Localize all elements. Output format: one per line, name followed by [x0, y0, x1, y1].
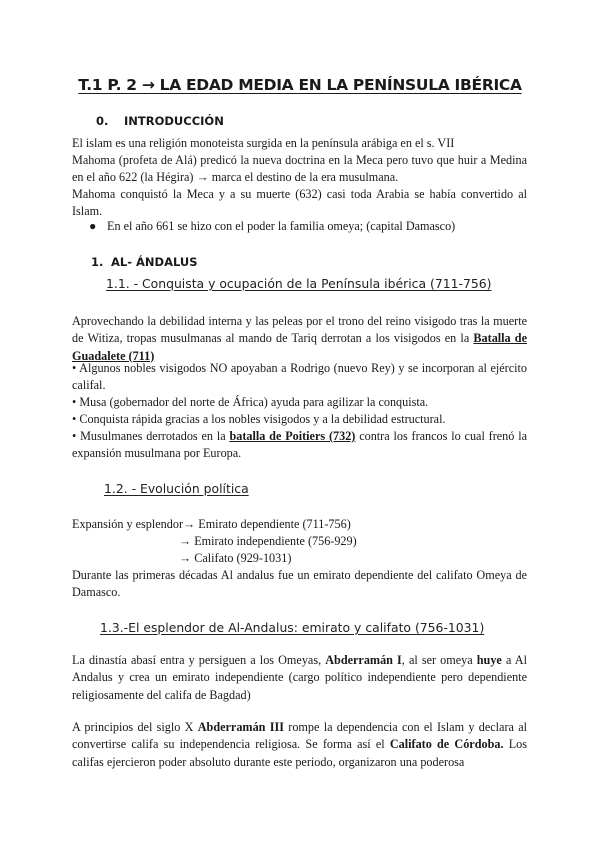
section-0-number: 0.: [96, 114, 109, 128]
abderraman-i: Abderramán I: [325, 653, 402, 667]
bullet-dot-icon: ●: [89, 219, 97, 233]
p1-text-e: a Al Andalus y crea un emirato independiente (cargo político independiente pero dependiente religiosamente del califa de Bagdad): [72, 653, 527, 702]
p1-text-c: , al ser omeya: [401, 653, 477, 667]
p2-text-a: A principios del siglo X: [72, 720, 198, 734]
section-1-number: 1.: [91, 255, 104, 269]
subsection-1-3-heading: 1.3.-El esplendor de Al-Andalus: emirato y califato (756-1031): [100, 620, 485, 635]
bullet-4-text-pre: • Musulmanes derrotados en la: [72, 429, 230, 443]
conquest-bullet-4: [72, 428, 527, 463]
intro-paragraph-2: Mahoma (profeta de Alá) predicó la nueva doctrina en la Meca pero tuvo que huir a Medina en el año 622 (la Hégira) → marca el destino de la era musulmana.: [72, 153, 527, 185]
bullet-4-text-post: contra los francos lo cual frenó la expansión musulmana por Europa.: [72, 429, 527, 461]
page-title: T.1 P. 2 → LA EDAD MEDIA EN LA PENÍNSULA IBÉRICA: [78, 76, 522, 94]
section-1-title: AL- ÁNDALUS: [111, 255, 198, 269]
califato-cordoba: Califato de Córdoba.: [389, 737, 504, 752]
evolution-line-3: → Califato (929-1031): [179, 551, 292, 565]
subsection-1-1-heading: 1.1. - Conquista y ocupación de la Península ibérica (711-756): [106, 276, 492, 291]
abderraman-iii: Abderramán III: [197, 720, 284, 734]
p2-text-e: Los califas ejercieron poder absoluto durante este periodo, organizaron una poderosa: [72, 737, 527, 769]
subsection-1-3-paragraph-2: [72, 719, 527, 771]
guadalete-battle: Batalla de Guadalete (711): [72, 331, 527, 363]
subsection-1-2-heading: 1.2. - Evolución política: [104, 481, 249, 496]
p1-text-a: La dinastía abasí entra y persiguen a los Omeyas,: [72, 653, 326, 667]
poitiers-battle: batalla de Poitiers (732): [229, 429, 356, 443]
intro-paragraph-3: Mahoma conquistó la Meca y a su muerte (632) casi toda Arabia se había convertido al Islam.: [72, 187, 527, 219]
subsection-1-1-paragraph: [72, 313, 527, 365]
conquest-text: Aprovechando la debilidad interna y las peleas por el trono del reino visigodo tras la muerte de Witiza, tropas musulmanas al mando de Tariq derrotan a los visigodos en la: [72, 314, 527, 346]
huye-word: huye: [476, 653, 502, 667]
intro-bullet: [89, 218, 455, 235]
evolution-paragraph: Durante las primeras décadas Al andalus fue un emirato dependiente del califato Omeya de Damasco.: [72, 568, 527, 600]
conquest-bullet-3: • Conquista rápida gracias a los nobles visigodos y a la debilidad estructural.: [72, 412, 446, 426]
section-0-title: INTRODUCCIÓN: [124, 114, 224, 128]
evolution-line-2: → Emirato independiente (756-929): [179, 534, 357, 548]
p2-text-c: rompe la dependencia con el Islam y declara al convertirse califa su independencia religiosa. Se forma así el: [72, 720, 528, 752]
conquest-bullet-2: • Musa (gobernador del norte de África) ayuda para agilizar la conquista.: [72, 395, 429, 409]
conquest-bullet-1: • Algunos nobles visigodos NO apoyaban a Rodrigo (nuevo Rey) y se incorporan al ejército califal.: [72, 361, 527, 393]
evolution-line-1: Expansión y esplendor→ Emirato dependiente (711-756): [72, 517, 351, 531]
intro-paragraph-1: El islam es una religión monoteista surgida en la península arábiga en el s. VII: [72, 136, 455, 150]
subsection-1-3-paragraph-1: [72, 652, 527, 704]
section-1-heading: [91, 255, 198, 269]
intro-bullet-text: En el año 661 se hizo con el poder la familia omeya; (capital Damasco): [107, 219, 456, 233]
section-0-heading: [96, 114, 224, 128]
